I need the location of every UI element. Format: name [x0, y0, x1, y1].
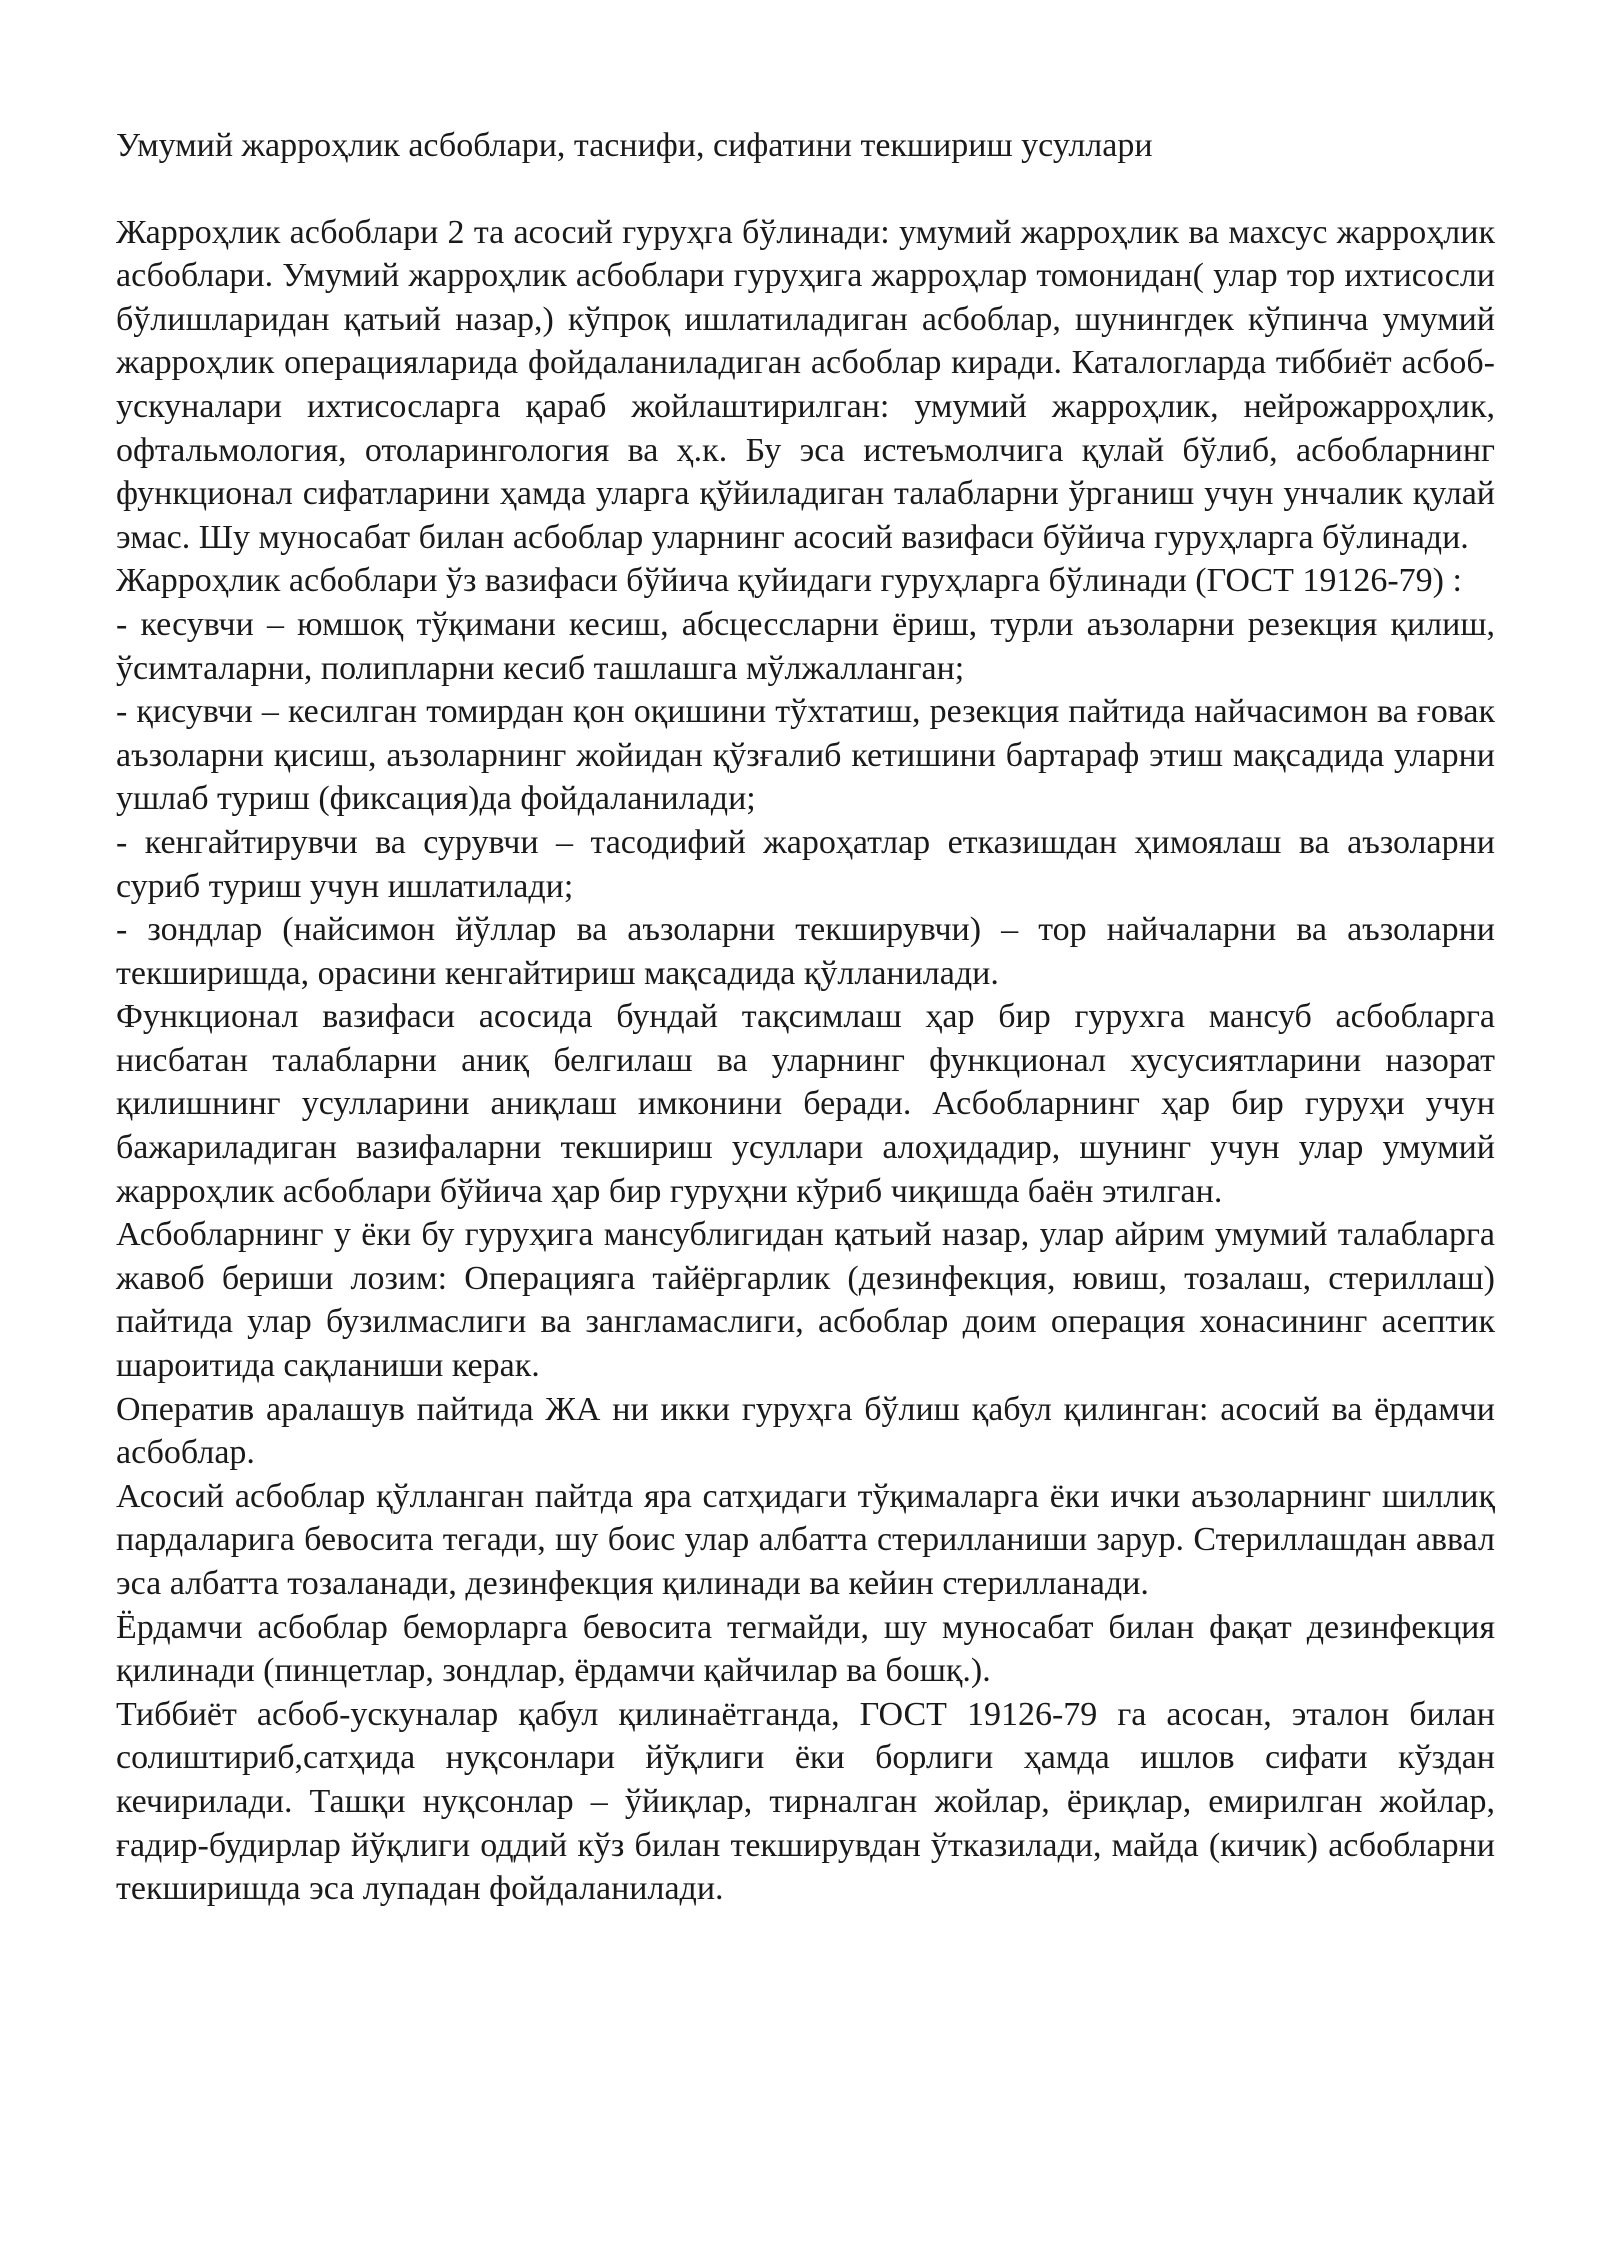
- paragraph-inspection: Тиббиёт асбоб-ускуналар қабул қилинаётганда, ГОСТ 19126-79 га асосан, эталон билан солиштириб,сатҳида нуқсонлари йўқлиги ёки борлиги ҳамда ишлов сифати кўздан кечирилади. Ташқи нуқсонлар – ўйиқлар, тирналган жойлар, ёриқлар, емирилган жойлар, ғадир-будирлар йўқлиги оддий кўз билан текширувдан ўтказилади, майда (кичик) асбобларни текширишда эса лупадан фойдаланилади.: [116, 1695, 1495, 1908]
- paragraph-requirements: Асбобларнинг у ёки бу гуруҳига мансублигидан қатьий назар, улар айрим умумий талабларга жавоб бериши лозим: Операцияга тайёргарлик (дезинфекция, ювиш, тозалаш, стериллаш) пайтида улар бузилмаслиги ва зангламаслиги, асбоблар доим операция хонасининг асептик шароитида сақланиши керак.: [116, 1216, 1495, 1385]
- document-body: [116, 211, 1495, 1911]
- list-item-probes: - зондлар (найсимон йўллар ва аъзоларни текширувчи) – тор найчаларни ва аъзоларни текширишда, орасини кенгайтириш мақсадида қўлланилади.: [116, 911, 1495, 992]
- list-item-retracting: - кенгайтирувчи ва сурувчи – тасодифий жароҳатлар етказишдан ҳимоялаш ва аъзоларни суриб туриш учун ишлатилади;: [116, 823, 1495, 905]
- paragraph-auxiliary-tools: Ёрдамчи асбоблар беморларга бевосита тегмайди, шу муносабат билан фақат дезинфекция қилинади (пинцетлар, зондлар, ёрдамчи қайчилар ва бошқ.).: [116, 1608, 1495, 1690]
- paragraph-intro: Жарроҳлик асбоблари 2 та асосий гуруҳга бўлинади: умумий жарроҳлик ва махсус жарроҳлик асбоблари. Умумий жарроҳлик асбоблари гуруҳига жарроҳлар томонидан( улар тор ихтисосли бўлишларидан қатьий назар,) кўпроқ ишлатиладиган асбоблар, шунингдек кўпинча умумий жарроҳлик операцияларида фойдаланиладиган асбоблар киради. Каталогларда тиббиёт асбоб-ускуналари ихтисосларга қараб жойлаштирилган: умумий жарроҳлик, нейрожарроҳлик, офтальмология, отоларингология ва ҳ.к. Бу эса истеъмолчига қулай бўлиб, асбобларнинг функционал сифатларини ҳамда уларга қўйиладиган талабларни ўрганиш учун унчалик қулай эмас. Шу муносабат билан асбоблар уларнинг асосий вазифаси бўйича гуруҳларга бўлинади.: [116, 213, 1495, 556]
- list-item-clamping: - қисувчи – кесилган томирдан қон оқишини тўхтатиш, резекция пайтида найчасимон ва ғовак аъзоларни қисиш, аъзоларнинг жойидан қўзғалиб кетишини бартараф этиш мақсадида уларни ушлаб туриш (фиксация)да фойдаланилади;: [116, 693, 1495, 818]
- paragraph-main-tools: Асосий асбоблар қўлланган пайтда яра сатҳидаги тўқималарга ёки ички аъзоларнинг шиллиқ пардаларига бевосита тегади, шу боис улар албатта стерилланиши зарур. Стериллашдан аввал эса албатта тозаланади, дезинфекция қилинади ва кейин стерилланади.: [116, 1477, 1495, 1602]
- paragraph-functional: Функционал вазифаси асосида бундай тақсимлаш ҳар бир гурухга мансуб асбобларга нисбатан талабларни аниқ белгилаш ва уларнинг функционал хусусиятларини назорат қилишнинг усулларини аниқлаш имконини беради. Асбобларнинг ҳар бир гуруҳи учун бажариладиган вазифаларни текшириш усуллари алоҳидадир, шунинг учун улар умумий жарроҳлик асбоблари бўйича ҳар бир гуруҳни кўриб чиқишда баён этилган.: [116, 998, 1495, 1210]
- list-item-cutting: - кесувчи – юмшоқ тўқимани кесиш, абсцессларни ёриш, турли аъзоларни резекция қилиш, ўсимталарни, полипларни кесиб ташлашга мўлжалланган;: [116, 605, 1495, 687]
- paragraph-groups-intro: Жарроҳлик асбоблари ўз вазифаси бўйича қуйидаги гуруҳларга бўлинади (ГОСТ 19126-79) :: [116, 562, 1462, 600]
- paragraph-operative: Оператив аралашув пайтида ЖА ни икки гуруҳга бўлиш қабул қилинган: асосий ва ёрдамчи асбоблар.: [116, 1390, 1495, 1472]
- document-page: [116, 124, 1495, 1911]
- document-title: Умумий жарроҳлик асбоблари, таснифи, сифатини текшириш усуллари: [116, 127, 1153, 164]
